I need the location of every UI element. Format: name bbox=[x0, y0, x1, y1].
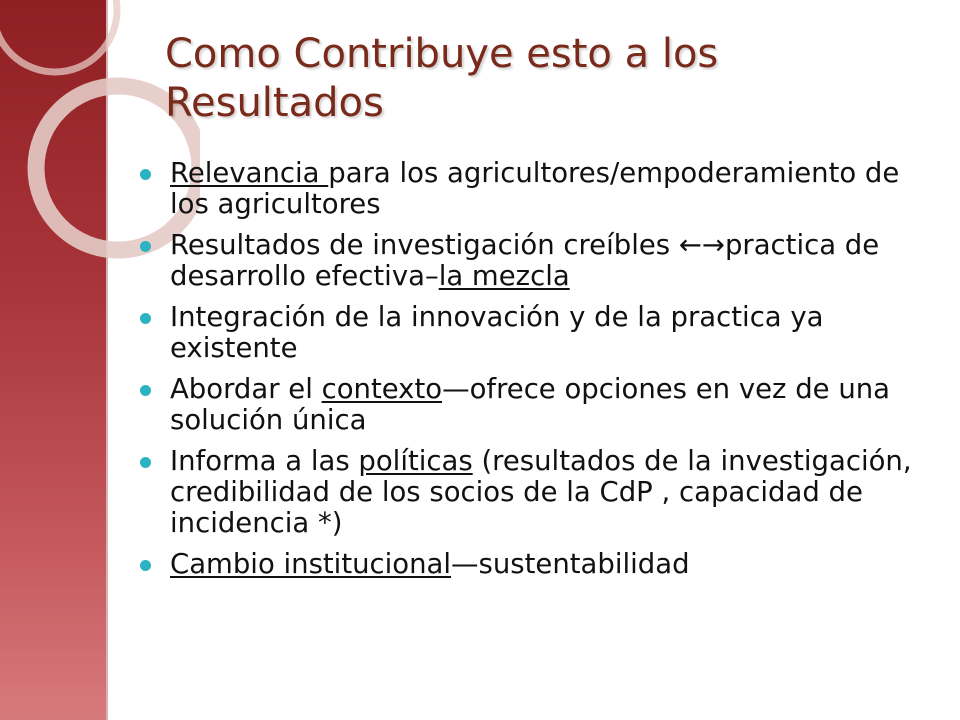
bullet-text: para los agricultores/empoderamiento de los agricultores bbox=[170, 157, 900, 220]
bullet-dot-icon bbox=[140, 457, 151, 468]
double-arrow-icon: ←→ bbox=[678, 229, 725, 261]
slide-title: Como Contribuye esto a los Resultados bbox=[165, 31, 719, 126]
bullet-dot-icon bbox=[140, 169, 151, 180]
bullet-underlined-text: Relevancia bbox=[170, 157, 329, 189]
bullet-dot-icon bbox=[140, 385, 151, 396]
bullet-text: practica de desarrollo efectiva– bbox=[170, 229, 880, 292]
bullet-text: (resultados de la investigación, credibilidad de los socios de la CdP , capacidad de incidencia *) bbox=[170, 445, 912, 539]
bullet-underlined-text: políticas bbox=[358, 445, 473, 477]
bullet-item-relevancia bbox=[138, 158, 938, 220]
bullet-dot-icon bbox=[140, 560, 151, 571]
bullet-item-abordar bbox=[138, 374, 938, 436]
bullet-underlined-text: la mezcla bbox=[438, 260, 570, 292]
bullet-underlined-text: contexto bbox=[321, 373, 443, 405]
bullet-item-cambio bbox=[138, 549, 938, 580]
bullet-item-resultados bbox=[138, 230, 938, 292]
bullet-text: Informa a las bbox=[170, 445, 359, 477]
bullet-dot-icon bbox=[140, 241, 151, 252]
bullet-item-informa bbox=[138, 446, 938, 539]
bullet-text: Resultados de investigación creíbles bbox=[170, 229, 679, 261]
bullet-dot-icon bbox=[140, 313, 151, 324]
bullet-list bbox=[138, 158, 938, 590]
bullet-text: Integración de la innovación y de la practica ya existente bbox=[170, 301, 824, 364]
bullet-text: —ofrece opciones en vez de una solución única bbox=[170, 373, 891, 436]
bullet-underlined-text: Cambio institucional bbox=[170, 548, 452, 580]
decorative-ring-top bbox=[0, 0, 117, 72]
bullet-item-integracion bbox=[138, 302, 938, 364]
bullet-text: Abordar el bbox=[170, 373, 322, 405]
bullet-text: —sustentabilidad bbox=[451, 548, 690, 580]
